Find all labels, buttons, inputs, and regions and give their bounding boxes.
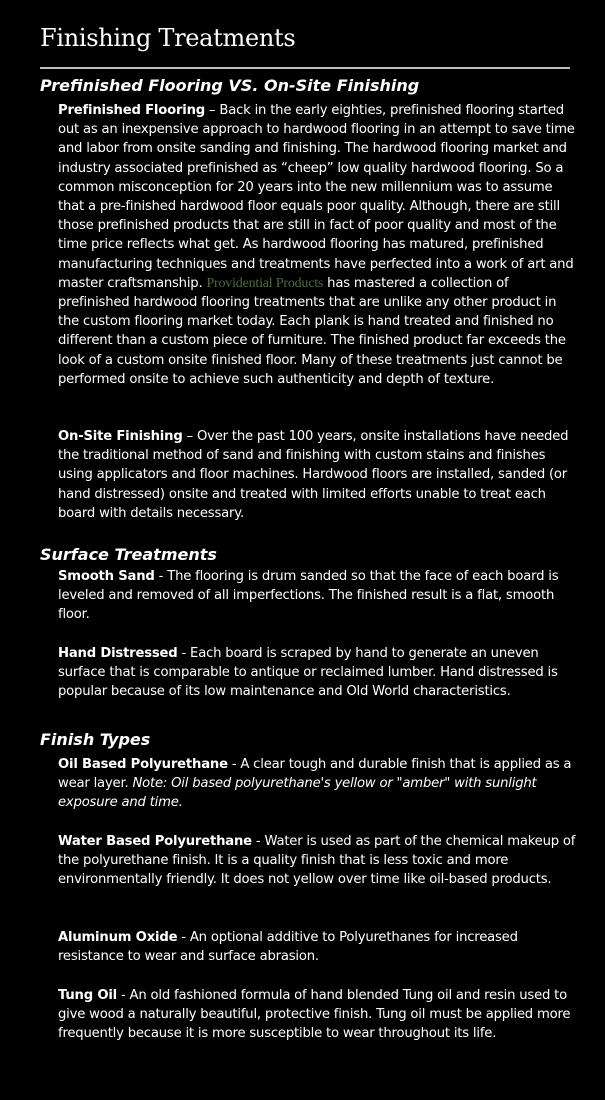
entry-text: - The flooring is drum sanded so that the face of each board is leveled and removed of all imperfections. The finished result is a flat, smooth floor. — [58, 569, 559, 623]
entry-text: - A clear tough and durable finish that is applied as a wear layer. — [58, 757, 572, 792]
entry-water-based-polyurethane — [58, 832, 576, 890]
entry-text: - An old fashioned formula of hand blended Tung oil and resin used to give wood a naturally beautiful, protective finish. Tung oil must be applied more frequently because it is more susceptible to wear throughout its life. — [58, 988, 571, 1042]
entry-text-continued: has mastered a collection of prefinished hardwood flooring treatments that are unlike any other product in the custom flooring market today. Each plank is hand treated and finished no different than a custom piece of furniture. The finished product far exceeds the look of a custom onsite finished floor. Many of these treatments just cannot be performed onsite to achieve such authenticity and depth of texture. — [58, 275, 566, 387]
section-title-surface-treatments: Surface Treatments — [40, 545, 217, 564]
title-divider — [40, 67, 570, 69]
entry-term: Oil Based Polyurethane — [58, 757, 228, 772]
entry-tung-oil — [58, 986, 576, 1044]
entry-text: – Back in the early eighties, prefinished flooring started out as an inexpensive approach to hardwood flooring in an attempt to save time and labor from onsite sanding and finishing. The hardwood flooring market and industry associated prefinished as “cheep” low quality hardwood flooring. So a common misconception for 20 years into the new millennium was to assume that a pre-finished hardwood floor equals poor quality. Although, there are still those prefinished products that are still in fact of poor quality and most of the time price reflects what get. As hardwood flooring has matured, prefinished manufacturing techniques and treatments have perfected into a work of art and master craftsmanship. — [58, 103, 575, 291]
section-title-finish-types: Finish Types — [40, 730, 151, 749]
entry-smooth-sand — [58, 567, 576, 625]
section-title-prefinished-vs-onsite: Prefinished Flooring VS. On-Site Finishing — [40, 76, 420, 95]
entry-term: Smooth Sand — [58, 569, 155, 584]
entry-text: - Each board is scraped by hand to generate an uneven surface that is comparable to antique or reclaimed lumber. Hand distressed is popular because of its low maintenance and Old World characteristics. — [58, 646, 558, 700]
entry-term: Prefinished Flooring — [58, 103, 205, 118]
entry-note: Note: Oil based polyurethane's yellow or "amber" with sunlight exposure and time. — [58, 776, 537, 811]
entry-term: On-Site Finishing — [58, 429, 183, 444]
entry-term: Tung Oil — [58, 988, 118, 1003]
entry-term: Hand Distressed — [58, 646, 178, 661]
page-title: Finishing Treatments — [40, 24, 296, 52]
entry-text: – Over the past 100 years, onsite installations have needed the traditional method of sand and finishing with custom stains and finishes using applicators and floor machines. Hardwood floors are installed, sanded (or hand distressed) onsite and treated with limited efforts unable to treat each board with details necessary. — [58, 429, 569, 521]
entry-term: Water Based Polyurethane — [58, 834, 252, 849]
entry-term: Aluminum Oxide — [58, 930, 178, 945]
providential-products-link[interactable]: Providential Products — [206, 275, 324, 291]
entry-on-site-finishing — [58, 427, 576, 523]
entry-text: - An optional additive to Polyurethanes for increased resistance to wear and surface abrasion. — [58, 930, 518, 965]
entry-aluminum-oxide — [58, 928, 576, 966]
entry-text: - Water is used as part of the chemical makeup of the polyurethane finish. It is a quality finish that is less toxic and more environmentally friendly. It does not yellow over time like oil-based products. — [58, 834, 576, 888]
entry-prefinished-flooring — [58, 101, 576, 389]
entry-oil-based-polyurethane — [58, 755, 576, 813]
entry-hand-distressed — [58, 644, 576, 702]
